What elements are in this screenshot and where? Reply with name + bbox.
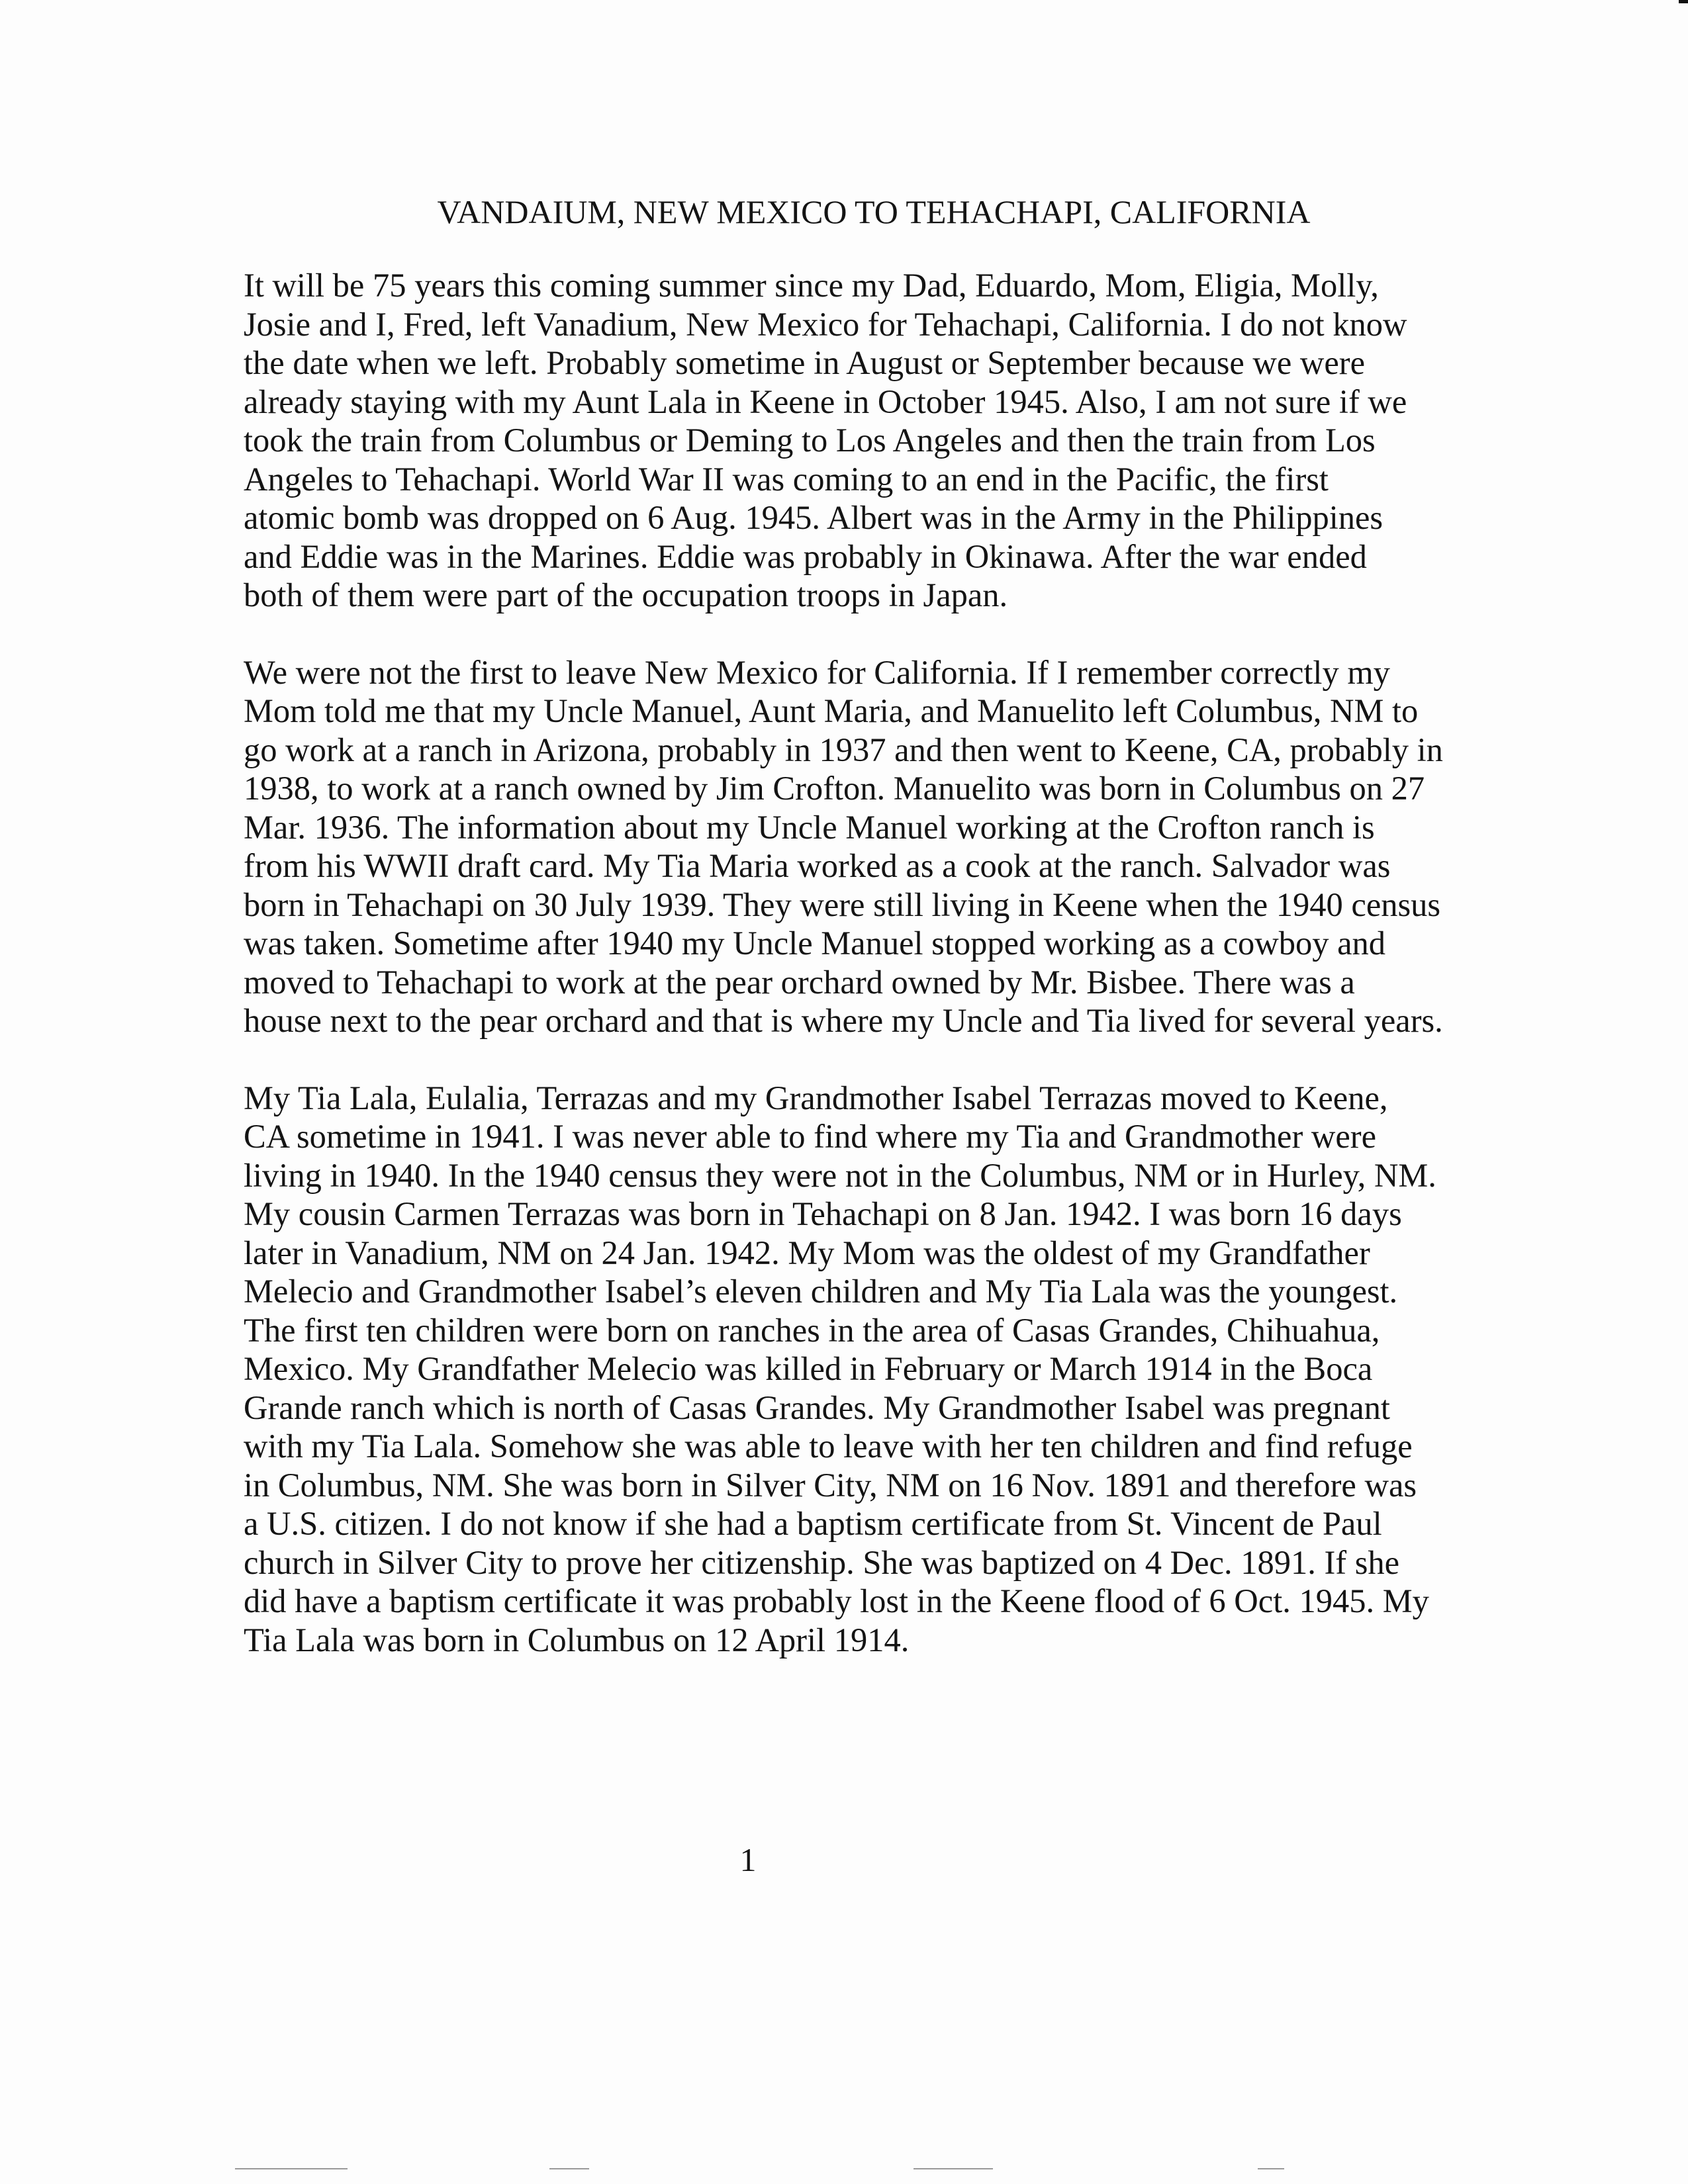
text-line: Mexico. My Grandfather Melecio was killed in February or March 1914 in the Boca bbox=[244, 1350, 1373, 1387]
scan-speck bbox=[1258, 2168, 1284, 2169]
text-line: Mar. 1936. The information about my Uncle Manuel working at the Crofton ranch is bbox=[244, 808, 1375, 846]
text-line: and Eddie was in the Marines. Eddie was probably in Okinawa. After the war ended bbox=[244, 537, 1367, 575]
text-line: Mom told me that my Uncle Manuel, Aunt Maria, and Manuelito left Columbus, NM to bbox=[244, 692, 1419, 729]
text-line: took the train from Columbus or Deming to Los Angeles and then the train from Los bbox=[244, 422, 1376, 459]
text-line: was taken. Sometime after 1940 my Uncle Manuel stopped working as a cowboy and bbox=[244, 925, 1385, 962]
text-line: CA sometime in 1941. I was never able to find where my Tia and Grandmother were bbox=[244, 1118, 1377, 1155]
text-line: 1938, to work at a ranch owned by Jim Crofton. Manuelito was born in Columbus on 27 bbox=[244, 770, 1425, 807]
text-line: born in Tehachapi on 30 July 1939. They were still living in Keene when the 1940 census bbox=[244, 886, 1441, 923]
text-line: moved to Tehachapi to work at the pear orchard owned by Mr. Bisbee. There was a bbox=[244, 963, 1355, 1001]
text-line: living in 1940. In the 1940 census they were not in the Columbus, NM or in Hurley, NM. bbox=[244, 1156, 1436, 1194]
text-line: in Columbus, NM. She was born in Silver City, NM on 16 Nov. 1891 and therefore was bbox=[244, 1466, 1417, 1504]
text-line: Tia Lala was born in Columbus on 12 April 1914. bbox=[244, 1621, 910, 1659]
text-line: house next to the pear orchard and that is where my Uncle and Tia lived for several years. bbox=[244, 1002, 1443, 1039]
text-line: a U.S. citizen. I do not know if she had a baptism certificate from St. Vincent de Paul bbox=[244, 1505, 1382, 1542]
text-line: later in Vanadium, NM on 24 Jan. 1942. My Mom was the oldest of my Grandfather bbox=[244, 1234, 1370, 1271]
paragraph-2 bbox=[244, 653, 1443, 1040]
text-line: Josie and I, Fred, left Vanadium, New Mexico for Tehachapi, California. I do not know bbox=[244, 305, 1407, 343]
text-line: both of them were part of the occupation troops in Japan. bbox=[244, 576, 1008, 614]
text-line: My Tia Lala, Eulalia, Terrazas and my Grandmother Isabel Terrazas moved to Keene, bbox=[244, 1079, 1388, 1116]
scan-speck bbox=[549, 2168, 589, 2169]
text-line: Angeles to Tehachapi. World War II was coming to an end in the Pacific, the first bbox=[244, 460, 1329, 498]
scan-artifacts bbox=[0, 2144, 1688, 2184]
text-line: Grande ranch which is north of Casas Grandes. My Grandmother Isabel was pregnant bbox=[244, 1388, 1390, 1426]
text-line: My cousin Carmen Terrazas was born in Tehachapi on 8 Jan. 1942. I was born 16 days bbox=[244, 1195, 1402, 1232]
page-number: 1 bbox=[739, 1841, 757, 1878]
text-line: church in Silver City to prove her citizenship. She was baptized on 4 Dec. 1891. If she bbox=[244, 1543, 1400, 1581]
text-line: Melecio and Grandmother Isabel’s eleven children and My Tia Lala was the youngest. bbox=[244, 1273, 1398, 1310]
paragraph-1 bbox=[244, 266, 1435, 615]
text-line: go work at a ranch in Arizona, probably in 1937 and then went to Keene, CA, probably in bbox=[244, 731, 1443, 768]
text-line: It will be 75 years this coming summer since my Dad, Eduardo, Mom, Eligia, Molly, bbox=[244, 267, 1379, 304]
text-line: with my Tia Lala. Somehow she was able to leave with her ten children and find refuge bbox=[244, 1428, 1413, 1465]
text-line: did have a baptism certificate it was probably lost in the Keene flood of 6 Oct. 1945. My bbox=[244, 1582, 1429, 1619]
text-line: We were not the first to leave New Mexico for California. If I remember correctly my bbox=[244, 653, 1390, 691]
text-line: The first ten children were born on ranches in the area of Casas Grandes, Chihuahua, bbox=[244, 1311, 1380, 1349]
text-line: already staying with my Aunt Lala in Keene in October 1945. Also, I am not sure if we bbox=[244, 383, 1407, 420]
text-line: from his WWII draft card. My Tia Maria worked as a cook at the ranch. Salvador was bbox=[244, 847, 1391, 884]
text-line: atomic bomb was dropped on 6 Aug. 1945. Albert was in the Army in the Philippines bbox=[244, 499, 1383, 536]
text-line: the date when we left. Probably sometime in August or September because we were bbox=[244, 344, 1366, 381]
scan-edge-mark bbox=[1679, 0, 1688, 3]
paragraph-3 bbox=[244, 1079, 1435, 1660]
scan-speck bbox=[235, 2168, 348, 2169]
document-body bbox=[244, 266, 1443, 1698]
document-title: VANDAIUM, NEW MEXICO TO TEHACHAPI, CALIFORNIA bbox=[437, 193, 1311, 230]
scan-speck bbox=[914, 2168, 993, 2169]
